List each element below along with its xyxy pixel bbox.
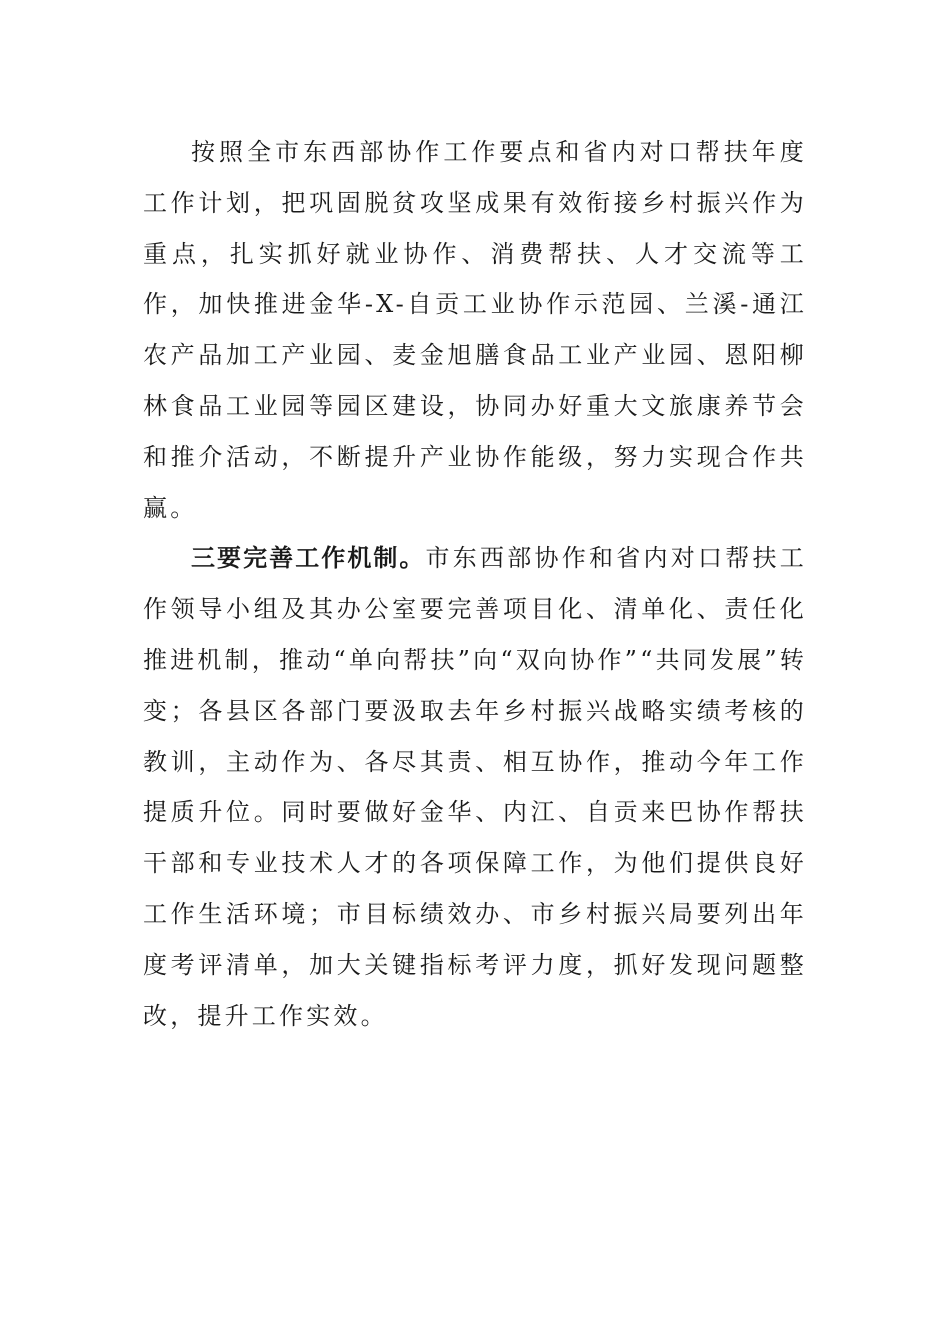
paragraph-text: 市东西部协作和省内对口帮扶工作领导小组及其办公室要完善项目化、清单化、责任化推进机制，推动“单向帮扶”向“双向协作”“共同发展”转变；各县区各部门要汲取去年乡村振兴战略实绩考核的教训，主动作为、各尽其责、相互协作，推动今年工作提质升位。同时要做好金华、内江、自贡来巴协作帮扶干部和专业技术人才的各项保障工作，为他们提供良好工作生活环境；市目标绩效办、市乡村振兴局要列出年度考评清单，加大关键指标考评力度，抓好发现问题整改，提升工作实效。: [143, 544, 808, 1030]
document-body: [143, 127, 807, 1041]
paragraph-text: 按照全市东西部协作工作要点和省内对口帮扶年度工作计划，把巩固脱贫攻坚成果有效衔接乡村振兴作为重点，扎实抓好就业协作、消费帮扶、人才交流等工作，加快推进金华-X-自贡工业协作示范园、兰溪-通江农产品加工产业园、麦金旭膳食品工业产业园、恩阳柳林食品工业园等园区建设，协同办好重大文旅康养节会和推介活动，不断提升产业协作能级，努力实现合作共赢。: [143, 138, 807, 522]
paragraph-lead-heading: 三要完善工作机制。: [191, 544, 426, 573]
paragraph-park-construction: [143, 127, 807, 533]
paragraph-work-mechanism: [143, 533, 807, 1041]
